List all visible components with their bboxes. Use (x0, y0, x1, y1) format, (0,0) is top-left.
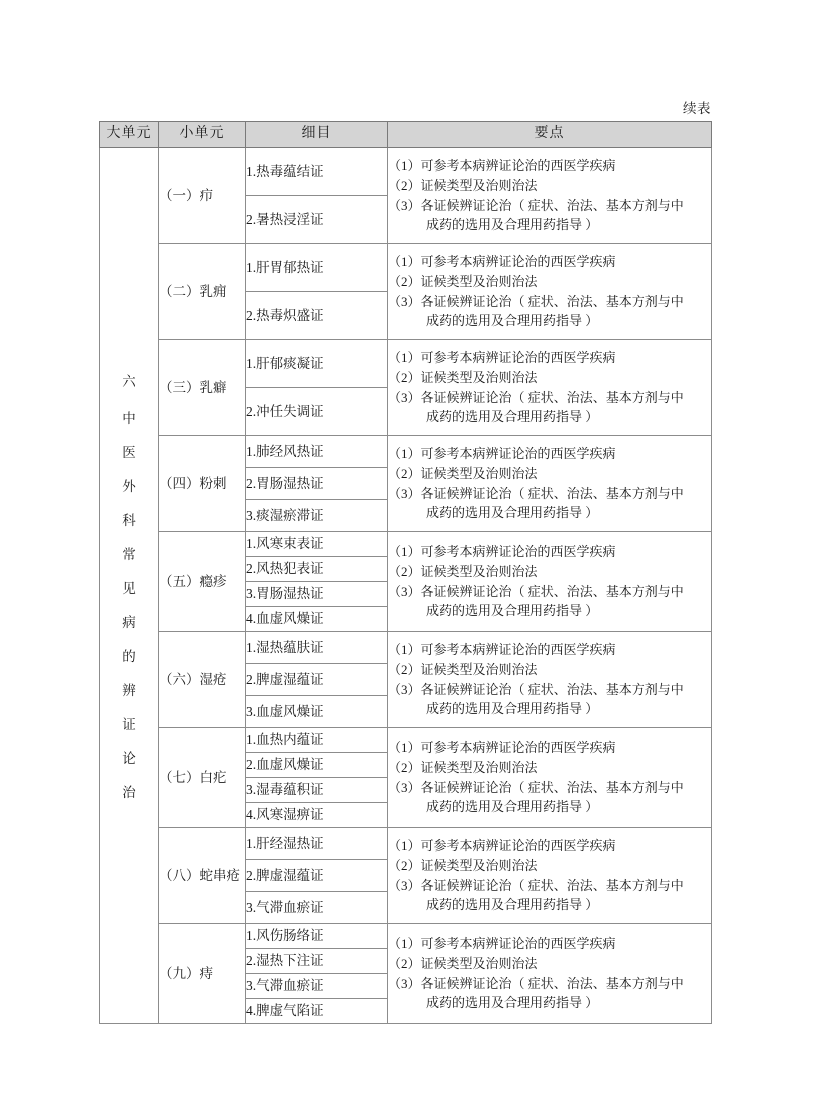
points-line: （2）证候类型及治则治法 (388, 273, 538, 289)
points-line: 成药的选用及合理用药指导 ） (426, 313, 599, 329)
big-unit-title-char: 科 (122, 512, 136, 528)
subunit-cell: （五）瘾疹 (159, 532, 246, 632)
points-line: （1）可参考本病辨证论治的西医学疾病 (388, 158, 616, 173)
big-unit-title-char: 的 (122, 648, 136, 664)
detail-cell: 1.湿热蕴肤证 (246, 632, 388, 664)
big-unit-title-char: 医 (122, 444, 136, 460)
points-line: （2）证候类型及治则治法 (388, 661, 538, 677)
syllabus-table-container (99, 121, 711, 1024)
points-line: （3）各证候辨证论治（ 症状、治法、基本方剂与中 (388, 197, 684, 213)
big-unit-title-char: 中 (122, 410, 136, 426)
points-line: （3）各证候辨证论治（ 症状、治法、基本方剂与中 (388, 389, 684, 405)
points-line: （1）可参考本病辨证论治的西医学疾病 (388, 740, 616, 755)
points-line: 成药的选用及合理用药指导 ） (426, 995, 599, 1011)
detail-cell: 3.痰湿瘀滞证 (246, 500, 388, 532)
points-cell (388, 148, 712, 244)
table-row (100, 728, 712, 753)
detail-cell: 3.气滞血瘀证 (246, 974, 388, 999)
points-cell (388, 924, 712, 1024)
detail-cell: 3.气滞血瘀证 (246, 892, 388, 924)
detail-cell: 2.脾虚湿蕴证 (246, 664, 388, 696)
points-line: （2）证候类型及治则治法 (388, 369, 538, 385)
subunit-cell: （三）乳癖 (159, 340, 246, 436)
points-line: 成药的选用及合理用药指导 ） (426, 409, 599, 425)
subunit-cell: （九）痔 (159, 924, 246, 1024)
column-header-unit: 大单元 (100, 122, 159, 148)
column-header-subunit: 小单元 (159, 122, 246, 148)
table-row (100, 340, 712, 388)
table-header (100, 122, 712, 148)
table-header-row (100, 122, 712, 148)
table-row (100, 244, 712, 292)
table-row (100, 828, 712, 860)
column-header-points: 要点 (388, 122, 712, 148)
points-line: （1）可参考本病辨证论治的西医学疾病 (388, 936, 616, 951)
subunit-cell: （八）蛇串疮 (159, 828, 246, 924)
detail-cell: 3.血虚风燥证 (246, 696, 388, 728)
points-line: （2）证候类型及治则治法 (388, 759, 538, 775)
points-line: （1）可参考本病辨证论治的西医学疾病 (388, 446, 616, 461)
detail-cell: 3.胃肠湿热证 (246, 582, 388, 607)
syllabus-table (99, 121, 712, 1024)
points-line: 成药的选用及合理用药指导 ） (426, 603, 599, 619)
big-unit-title-char: 辨 (122, 682, 136, 698)
big-unit-title-char: 常 (122, 546, 136, 562)
points-line: （3）各证候辨证论治（ 症状、治法、基本方剂与中 (388, 779, 684, 795)
points-cell (388, 728, 712, 828)
detail-cell: 1.风伤肠络证 (246, 924, 388, 949)
subunit-cell: （六）湿疮 (159, 632, 246, 728)
detail-cell: 2.风热犯表证 (246, 557, 388, 582)
table-row (100, 436, 712, 468)
points-line: 成药的选用及合理用药指导 ） (426, 799, 599, 815)
detail-cell: 1.肝郁痰凝证 (246, 340, 388, 388)
detail-cell: 2.胃肠湿热证 (246, 468, 388, 500)
points-line: （3）各证候辨证论治（ 症状、治法、基本方剂与中 (388, 293, 684, 309)
table-row (100, 148, 712, 196)
points-line: 成药的选用及合理用药指导 ） (426, 505, 599, 521)
points-line: （1）可参考本病辨证论治的西医学疾病 (388, 254, 616, 269)
points-line: （3）各证候辨证论治（ 症状、治法、基本方剂与中 (388, 583, 684, 599)
detail-cell: 1.肺经风热证 (246, 436, 388, 468)
subunit-cell: （四）粉刺 (159, 436, 246, 532)
big-unit-cell (100, 148, 159, 1024)
table-row (100, 632, 712, 664)
points-line: （1）可参考本病辨证论治的西医学疾病 (388, 544, 616, 559)
points-line: （2）证候类型及治则治法 (388, 465, 538, 481)
points-line: （2）证候类型及治则治法 (388, 857, 538, 873)
points-cell (388, 244, 712, 340)
points-line: （3）各证候辨证论治（ 症状、治法、基本方剂与中 (388, 485, 684, 501)
big-unit-title-char: 外 (122, 478, 136, 494)
points-cell (388, 340, 712, 436)
big-unit-title-char: 治 (122, 784, 136, 800)
big-unit-title-char: 论 (122, 750, 136, 766)
points-line: （3）各证候辨证论治（ 症状、治法、基本方剂与中 (388, 975, 684, 991)
points-line: （3）各证候辨证论治（ 症状、治法、基本方剂与中 (388, 877, 684, 893)
detail-cell: 3.湿毒蕴积证 (246, 778, 388, 803)
subunit-cell: （七）白疕 (159, 728, 246, 828)
column-header-detail: 细目 (246, 122, 388, 148)
table-row (100, 532, 712, 557)
detail-cell: 2.血虚风燥证 (246, 753, 388, 778)
detail-cell: 2.热毒炽盛证 (246, 292, 388, 340)
detail-cell: 2.暑热浸淫证 (246, 196, 388, 244)
detail-cell: 1.风寒束表证 (246, 532, 388, 557)
detail-cell: 4.血虚风燥证 (246, 607, 388, 632)
subunit-cell: （一）疖 (159, 148, 246, 244)
detail-cell: 4.风寒湿痹证 (246, 803, 388, 828)
detail-cell: 1.血热内蕴证 (246, 728, 388, 753)
points-line: （2）证候类型及治则治法 (388, 955, 538, 971)
detail-cell: 1.热毒蕴结证 (246, 148, 388, 196)
points-line: （1）可参考本病辨证论治的西医学疾病 (388, 642, 616, 657)
big-unit-vertical-text (100, 362, 158, 810)
detail-cell: 2.脾虚湿蕴证 (246, 860, 388, 892)
subunit-cell: （二）乳痈 (159, 244, 246, 340)
big-unit-title-char: 证 (122, 716, 136, 732)
points-line: 成药的选用及合理用药指导 ） (426, 701, 599, 717)
points-cell (388, 532, 712, 632)
big-unit-title-char: 见 (122, 580, 136, 596)
points-cell (388, 828, 712, 924)
continued-table-label: 续表 (683, 101, 711, 116)
points-line: （2）证候类型及治则治法 (388, 563, 538, 579)
points-line: （1）可参考本病辨证论治的西医学疾病 (388, 838, 616, 853)
table-body (100, 148, 712, 1024)
points-line: 成药的选用及合理用药指导 ） (426, 897, 599, 913)
points-cell (388, 436, 712, 532)
detail-cell: 4.脾虚气陷证 (246, 999, 388, 1024)
detail-cell: 2.冲任失调证 (246, 388, 388, 436)
big-unit-title-char: 病 (122, 614, 136, 630)
detail-cell: 2.湿热下注证 (246, 949, 388, 974)
detail-cell: 1.肝胃郁热证 (246, 244, 388, 292)
points-line: 成药的选用及合理用药指导 ） (426, 217, 599, 233)
points-line: （2）证候类型及治则治法 (388, 177, 538, 193)
points-line: （1）可参考本病辨证论治的西医学疾病 (388, 350, 616, 365)
points-cell (388, 632, 712, 728)
big-unit-number: 六 (122, 373, 136, 389)
table-row (100, 924, 712, 949)
points-line: （3）各证候辨证论治（ 症状、治法、基本方剂与中 (388, 681, 684, 697)
detail-cell: 1.肝经湿热证 (246, 828, 388, 860)
